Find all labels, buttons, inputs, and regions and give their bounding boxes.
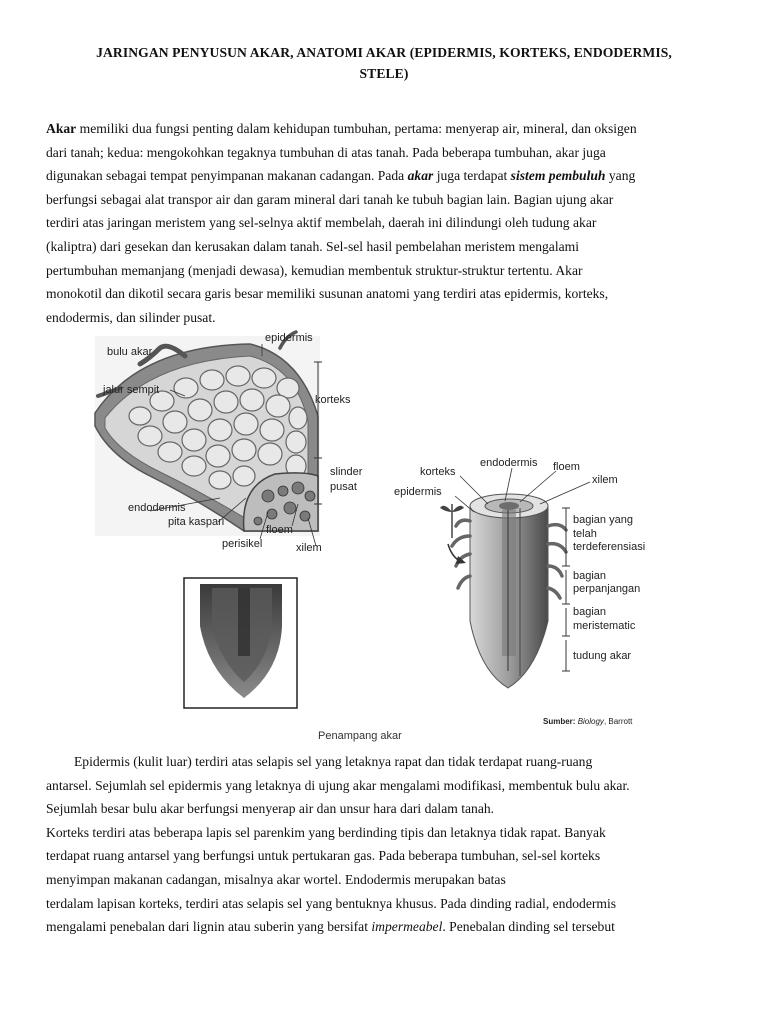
label-tudung-akar: tudung akar [573, 650, 632, 662]
bold-term-akar: Akar [46, 121, 77, 136]
text-line: menyimpan makanan cadangan, misalnya akar wortel. Endodermis merupakan batas [46, 871, 506, 887]
label-bagian-yang: bagian yang [573, 514, 633, 526]
text-line: Korteks terdiri atas beberapa lapis sel parenkim yang berdinding tipis dan letaknya tidak rapat. Banyak [46, 824, 606, 840]
body-paragraph [46, 750, 726, 939]
label-bagian-2: bagian [573, 606, 607, 618]
text-line [46, 164, 726, 188]
title-line-2: STELE) [359, 66, 409, 81]
label-xilem-right: xilem [592, 474, 618, 486]
text-line: antarsel. Sejumlah sel epidermis yang letaknya di ujung akar mengalami modifikasi, membentuk bulu akar. [46, 777, 630, 793]
root-anatomy-figure [0, 326, 768, 746]
text-line: endodermis, dan silinder pusat. [46, 309, 216, 325]
label-perpanjangan: perpanjangan [573, 583, 641, 595]
label-telah: telah [573, 528, 597, 540]
emphasis-sistem-pembuluh: sistem pembuluh [510, 168, 606, 184]
label-jalur-sempit: jalur sempit [103, 384, 160, 396]
text-line: monokotil dan dikotil secara garis besar memiliki susunan anatomi yang terdiri atas epidermis, korteks, [46, 286, 609, 302]
source-title: Biology [577, 717, 604, 726]
intro-paragraph [46, 117, 726, 329]
document-title [40, 42, 728, 84]
text-line: terdapat ruang antarsel yang berfungsi untuk pertukaran gas. Pada beberapa tumbuhan, sel-sel korteks [46, 848, 601, 864]
text-run: juga terdapat [433, 168, 511, 184]
label-bulu-akar: bulu akar [107, 346, 153, 358]
text-line: Sejumlah besar bulu akar berfungsi menyerap air dan unsur hara dari dalam tanah. [46, 801, 495, 817]
text-line: Epidermis (kulit luar) terdiri atas selapis sel yang letaknya rapat dan tidak terdapat ruang-ruang [74, 754, 593, 769]
longitudinal-root-diagram [440, 468, 590, 688]
title-line-1: JARINGAN PENYUSUN AKAR, ANATOMI AKAR (EPIDERMIS, KORTEKS, ENDODERMIS, [96, 45, 672, 60]
text-run: yang [605, 168, 636, 184]
text-line: terdiri atas jaringan meristem yang sel-selnya aktif membelah, daerah ini dilindungi oleh tudung akar [46, 215, 597, 231]
text-run: . Penebalan dinding sel tersebut [442, 919, 615, 935]
emphasis-akar: akar [407, 168, 434, 184]
label-endodermis-right: endodermis [480, 457, 538, 469]
source-author: , Barrott [603, 717, 633, 726]
text-line [46, 117, 726, 141]
text-line: dari tanah; kedua: mengokohkan tegaknya tumbuhan di atas tanah. Pada beberapa tumbuhan, akar juga [46, 144, 606, 160]
label-floem-right: floem [553, 461, 580, 473]
label-slinder: slinder [330, 466, 363, 478]
text-line: berfungsi sebagai alat transpor air dan garam mineral dari tanah ke tubuh bagian lain. Bagian ujung akar [46, 191, 614, 207]
label-epidermis-right: epidermis [394, 486, 442, 498]
text-line: (kaliptra) dari gesekan dan kerusakan dalam tanah. Sel-sel hasil pembelahan meristem mengalami [46, 238, 579, 254]
label-bagian-1: bagian [573, 570, 607, 582]
text-run: digunakan sebagai tempat penyimpanan makanan cadangan. Pada [46, 168, 408, 184]
label-pusat: pusat [330, 481, 357, 493]
label-endodermis-left: endodermis [128, 502, 186, 514]
text-line: pertumbuhan memanjang (menjadi dewasa), kemudian membentuk struktur-struktur tertentu. Akar [46, 262, 583, 278]
emphasis-impermeabel: impermeabel [371, 919, 443, 935]
figure-caption: Penampang akar [318, 730, 402, 742]
label-xilem-left: xilem [296, 542, 322, 554]
label-korteks-right: korteks [420, 466, 456, 478]
root-tip-photo [184, 578, 297, 708]
label-korteks-left: korteks [315, 394, 351, 406]
source-label: Sumber: [543, 717, 576, 726]
text-line [46, 915, 726, 939]
label-perisikel: perisikel [222, 538, 263, 550]
text-line: terdalam lapisan korteks, terdiri atas selapis sel yang bentuknya khusus. Pada dinding radial, endodermis [46, 895, 617, 911]
label-pita-kaspari: pita kaspari [168, 516, 225, 528]
label-meristematic: meristematic [573, 620, 636, 632]
label-floem-left: floem [266, 524, 293, 536]
figure-source [543, 717, 632, 726]
text-run: mengalami penebalan dari lignin atau suberin yang bersifat [46, 919, 372, 935]
label-terdeferensiasi: terdeferensiasi [573, 541, 646, 553]
text-run: memiliki dua fungsi penting dalam kehidupan tumbuhan, pertama: menyerap air, mineral, dan oksigen [76, 121, 637, 136]
label-epidermis-left: epidermis [265, 332, 313, 344]
